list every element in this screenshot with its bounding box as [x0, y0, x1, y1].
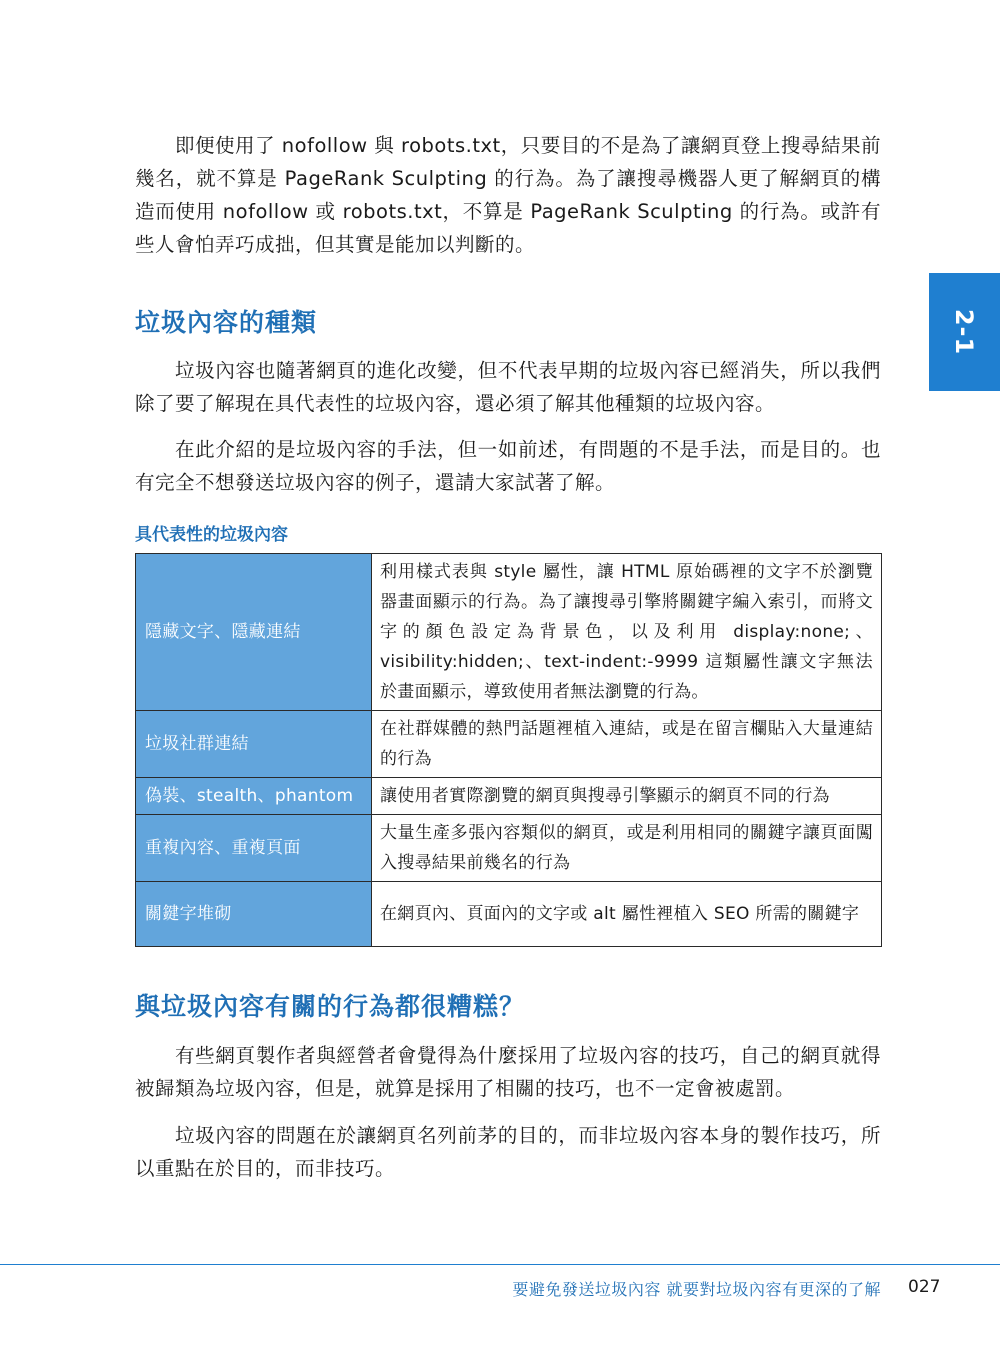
- section-heading-spam-types: 垃圾內容的種類: [135, 308, 318, 337]
- chapter-tab-label: 2-1: [950, 308, 979, 356]
- table-row: [136, 778, 882, 815]
- table-row: [136, 815, 882, 882]
- section-heading-spam-behavior: 與垃圾內容有關的行為都很糟糕？: [135, 992, 526, 1021]
- section1-paragraph-1: 垃圾內容也隨著網頁的進化改變，但不代表早期的垃圾內容已經消失，所以我們除了要了解現在具代表性的垃圾內容，還必須了解其他種類的垃圾內容。: [135, 359, 881, 415]
- table-row-description: 在網頁內、頁面內的文字或 alt 屬性裡植入 SEO 所需的關鍵字: [372, 882, 882, 947]
- section2-paragraph-2: 垃圾內容的問題在於讓網頁名列前茅的目的，而非垃圾內容本身的製作技巧，所以重點在於目的，而非技巧。: [135, 1124, 881, 1180]
- table-row-label: 垃圾社群連結: [136, 711, 372, 778]
- table-title: 具代表性的垃圾內容: [135, 525, 288, 545]
- chapter-side-tab: [929, 273, 1000, 391]
- section2-paragraph-1: 有些網頁製作者與經營者會覺得為什麼採用了垃圾內容的技巧，自己的網頁就得被歸類為垃圾內容，但是，就算是採用了相關的技巧，也不一定會被處罰。: [135, 1044, 881, 1100]
- intro-paragraph: 即便使用了 nofollow 與 robots.txt，只要目的不是為了讓網頁登上搜尋結果前幾名，就不算是 PageRank Sculpting 的行為。為了讓搜尋機器人更了解網頁的構造而使用 nofollow 或 robots.txt，不算是 PageRank Sculpting 的行為。或許有些人會怕弄巧成拙，但其實是能加以判斷的。: [135, 134, 881, 256]
- section1-paragraph-2: 在此介紹的是垃圾內容的手法，但一如前述，有問題的不是手法，而是目的。也有完全不想發送垃圾內容的例子，還請大家試著了解。: [135, 438, 881, 494]
- table-row-label: 偽裝、stealth、phantom: [136, 778, 372, 815]
- table-row: [136, 711, 882, 778]
- table-row: [136, 554, 882, 711]
- table-row-description: 讓使用者實際瀏覽的網頁與搜尋引擎顯示的網頁不同的行為: [372, 778, 882, 815]
- table-row-label: 隱藏文字、隱藏連結: [136, 554, 372, 711]
- table-row: [136, 882, 882, 947]
- table-row-label: 重複內容、重複頁面: [136, 815, 372, 882]
- spam-types-table: [135, 553, 882, 947]
- footer-divider: [0, 1264, 1000, 1265]
- footer-running-title: 要避免發送垃圾內容 就要對垃圾內容有更深的了解: [512, 1280, 881, 1299]
- table-row-description: 大量生產多張內容類似的網頁，或是利用相同的關鍵字讓頁面闖入搜尋結果前幾名的行為: [372, 815, 882, 882]
- table-row-label: 關鍵字堆砌: [136, 882, 372, 947]
- page-number: 027: [908, 1277, 941, 1297]
- table-row-description: 在社群媒體的熱門話題裡植入連結，或是在留言欄貼入大量連結的行為: [372, 711, 882, 778]
- table-row-description: 利用樣式表與 style 屬性，讓 HTML 原始碼裡的文字不於瀏覽器畫面顯示的行為。為了讓搜尋引擎將關鍵字編入索引，而將文字的顏色設定為背景色，以及利用 display:none;、visibility:hidden;、text-indent:-9999 這類屬性讓文字無法於畫面顯示，導致使用者無法瀏覽的行為。: [372, 554, 882, 711]
